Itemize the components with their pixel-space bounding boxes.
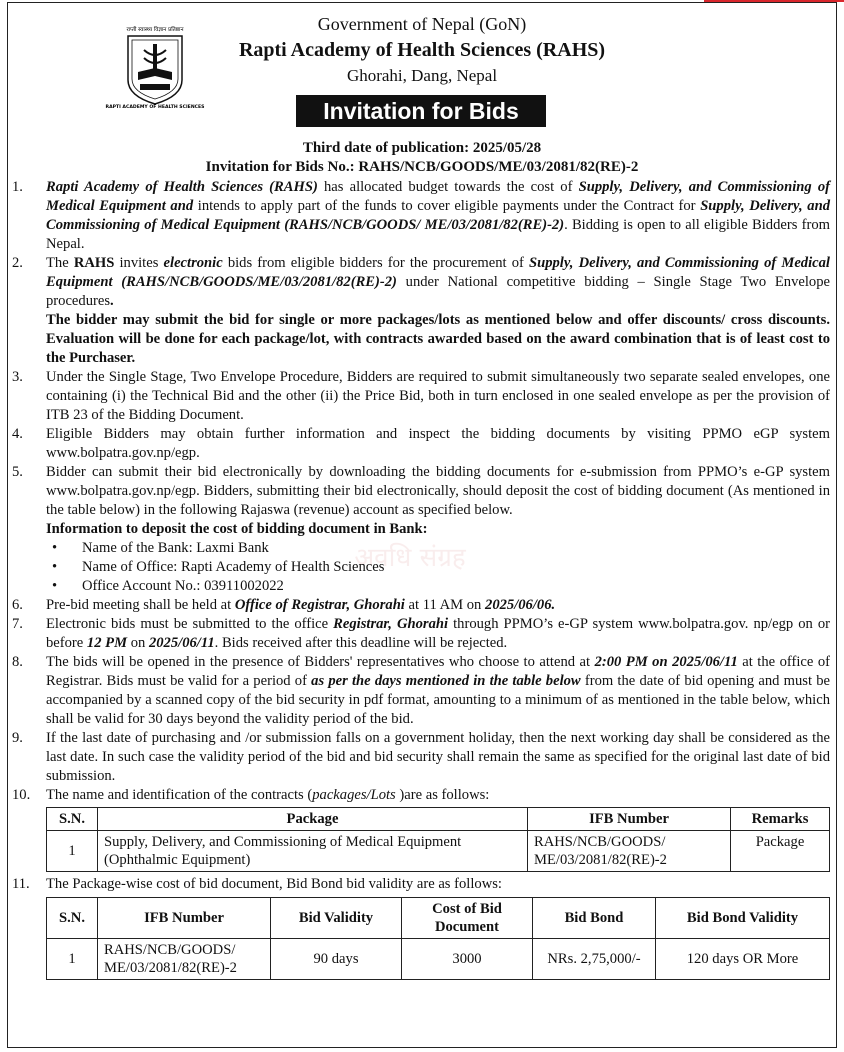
office-account: • Office Account No.: 03911002022 bbox=[46, 577, 830, 596]
notice-header bbox=[0, 6, 844, 175]
clause-text: 12 PM bbox=[86, 635, 128, 651]
clause-text: Pre-bid meeting shall be held at bbox=[46, 597, 235, 613]
clause-text: packages/Lots bbox=[312, 787, 396, 803]
clause-text: Office of Registrar, Ghorahi bbox=[234, 597, 405, 613]
clause-number: 3. bbox=[12, 369, 23, 385]
clause-3 bbox=[10, 368, 830, 425]
column-header: Bid Bond Validity bbox=[656, 898, 830, 939]
clause-text: from the date of bid opening and must be accompanied by a scanned copy of the bid security in pdf format, amounting to a minimum of as mentioned in the table below, which shall be valid for 30 days beyond the validity period of the bid. bbox=[46, 673, 830, 727]
table-header-row bbox=[47, 808, 830, 831]
table-cell: 120 days OR More bbox=[656, 939, 830, 980]
government-line: Government of Nepal (GoN) bbox=[317, 14, 527, 34]
office-name: • Name of Office: Rapti Academy of Health Sciences bbox=[46, 558, 830, 577]
clause-number: 9. bbox=[12, 730, 23, 746]
clause-text: The bbox=[46, 255, 74, 271]
clause-text: Supply, Delivery, and Commissioning of Medical Equipment and bbox=[46, 179, 830, 214]
table-cell: RAHS/NCB/GOODS/ ME/03/2081/82(RE)-2 bbox=[98, 939, 271, 980]
table-cell: 3000 bbox=[402, 939, 533, 980]
table-cell: Package bbox=[731, 831, 830, 872]
logo-text-top: राप्ती स्वास्थ्य विज्ञान प्रतिष्ठान bbox=[126, 27, 184, 33]
table-cell: 1 bbox=[47, 831, 98, 872]
clause-text: The bids will be opened in the presence of Bidders' representatives who choose to attend at bbox=[46, 654, 595, 670]
clause-number: 1. bbox=[12, 179, 23, 195]
table-cell: NRs. 2,75,000/- bbox=[533, 939, 656, 980]
clause-text: under National competitive bidding – Single Stage Two Envelope procedures bbox=[46, 274, 830, 309]
clause-text: on bbox=[127, 635, 149, 651]
column-header: Remarks bbox=[731, 808, 830, 831]
logo-text-bottom: RAPTI ACADEMY OF HEALTH SCIENCES bbox=[105, 105, 205, 110]
clause-1 bbox=[10, 178, 830, 254]
clause-text: as per the days mentioned in the table below bbox=[311, 673, 581, 689]
clause-text: RAHS bbox=[73, 255, 115, 271]
clause-number: 8. bbox=[12, 654, 23, 670]
clause-7 bbox=[10, 615, 830, 653]
clause-number: 6. bbox=[12, 597, 23, 613]
clause-text: Electronic bids must be submitted to the office bbox=[46, 616, 334, 632]
clause-text: intends to apply part of the funds to cover eligible payments under the Contract for bbox=[193, 198, 701, 214]
column-header: S.N. bbox=[47, 898, 98, 939]
table-cell: 1 bbox=[47, 939, 98, 980]
clause-text: If the last date of purchasing and /or submission falls on a government holiday, then the next working day shall be considered as the last date. In such case the validity period of the bid and bid security shall remain the same as specified for the original last date of bid submission. bbox=[46, 730, 830, 784]
clause-2 bbox=[10, 254, 830, 368]
clause-text: through PPMO’s e-GP system www.bolpatra.gov. np/egp on or before bbox=[46, 616, 830, 651]
clause-text: Eligible Bidders may obtain further information and inspect the bidding documents by visiting PPMO eGP system www.bolpatra.gov.np/egp. bbox=[46, 426, 830, 461]
clause-text: Registrar, Ghorahi bbox=[333, 616, 449, 632]
clause-text: Bidder can submit their bid electronically by downloading the bidding documents for e-submission from PPMO’s e-GP system www.bolpatra.gov.np/egp. Bidders, submitting their bid electronically, should deposit the cost of bidding document (As mentioned in the table below) in the following Rajaswa (revenue) account as specified below. bbox=[46, 464, 830, 518]
clause-text: at 11 AM on bbox=[404, 597, 486, 613]
clause-text: electronic bbox=[163, 255, 223, 271]
table-cell: 90 days bbox=[271, 939, 402, 980]
clause-text: The Package-wise cost of bid document, Bid Bond bid validity are as follows: bbox=[46, 876, 502, 892]
clause-text: 2025/06/11 bbox=[148, 635, 215, 651]
clause-number: 4. bbox=[12, 426, 23, 442]
clause-text: 2:00 PM on 2025/06/11 bbox=[594, 654, 738, 670]
bank-details bbox=[10, 539, 830, 596]
clause-8 bbox=[10, 653, 830, 729]
table-row bbox=[47, 831, 830, 872]
clause-6 bbox=[10, 596, 830, 615]
clause-4 bbox=[10, 425, 830, 463]
bid-cost-table bbox=[46, 897, 830, 980]
clause-text: . bbox=[110, 293, 114, 309]
notice-body bbox=[10, 178, 830, 980]
column-header: Bid Validity bbox=[271, 898, 402, 939]
clause-text: Rapti Academy of Health Sciences (RAHS) bbox=[46, 179, 318, 195]
clause-text: . Bids received after this deadline will be rejected. bbox=[214, 635, 508, 651]
organization-name: Rapti Academy of Health Sciences (RAHS) bbox=[238, 39, 606, 61]
clause-text: Supply, Delivery, and Commissioning of Medical Equipment (RAHS/NCB/GOODS/ ME/03/2081/82(RE)-2) bbox=[46, 198, 830, 233]
clause-text: Supply, Delivery, and Commissioning of Medical Equipment (RAHS/NCB/GOODS/ME/03/2081/82(RE)-2) bbox=[46, 255, 830, 290]
column-header: Package bbox=[98, 808, 528, 831]
column-header: IFB Number bbox=[98, 898, 271, 939]
contracts-table bbox=[46, 807, 830, 872]
table-cell: Supply, Delivery, and Commissioning of Medical Equipment (Ophthalmic Equipment) bbox=[98, 831, 528, 872]
table-cell: RAHS/NCB/GOODS/ ME/03/2081/82(RE)-2 bbox=[528, 831, 731, 872]
ifb-number: Invitation for Bids No.: RAHS/NCB/GOODS/ME/03/2081/82(RE)-2 bbox=[205, 159, 639, 175]
table-row bbox=[47, 939, 830, 980]
clause-9 bbox=[10, 729, 830, 786]
clause-5 bbox=[10, 463, 830, 539]
clause-text: Under the Single Stage, Two Envelope Procedure, Bidders are required to submit simultaneously two separate sealed envelopes, one containing (i) the Technical Bid and the other (ii) the Price Bid, both in turn enclosed in one sealed envelope as per the provision of ITB 23 of the Bidding Document. bbox=[46, 369, 830, 423]
clause-text: 2025/06/06. bbox=[485, 597, 556, 613]
clause-number: 2. bbox=[12, 255, 23, 271]
column-header: S.N. bbox=[47, 808, 98, 831]
clause-number: 5. bbox=[12, 464, 23, 480]
clause-number: 7. bbox=[12, 616, 23, 632]
clause-text: invites bbox=[114, 255, 164, 271]
column-header: IFB Number bbox=[528, 808, 731, 831]
clause-11 bbox=[10, 875, 830, 894]
bank-name: • Name of the Bank: Laxmi Bank bbox=[46, 539, 830, 558]
clause-text: has allocated budget towards the cost of bbox=[317, 179, 579, 195]
clause-number: 11. bbox=[12, 876, 30, 892]
invitation-banner: Invitation for Bids bbox=[296, 95, 546, 127]
clause-text: The name and identification of the contracts ( bbox=[46, 787, 313, 803]
clause-text: . Bidding is open to all eligible Bidders from Nepal. bbox=[46, 217, 830, 252]
publication-date: Third date of publication: 2025/05/28 bbox=[302, 140, 542, 156]
table-header-row bbox=[47, 898, 830, 939]
column-header: Bid Bond bbox=[533, 898, 656, 939]
column-header: Cost of Bid Document bbox=[402, 898, 533, 939]
clause-text: at the office of Registrar. Bids must be valid for a period of bbox=[46, 654, 830, 689]
bank-heading: Information to deposit the cost of bidding document in Bank: bbox=[46, 521, 428, 537]
organization-location: Ghorahi, Dang, Nepal bbox=[346, 66, 498, 85]
clause-number: 10. bbox=[12, 787, 31, 803]
clause-text: )are as follows: bbox=[395, 787, 490, 803]
clause-10 bbox=[10, 786, 830, 805]
clause-text: bids from eligible bidders for the procurement of bbox=[222, 255, 529, 271]
watermark-text: अवधि संग्रह bbox=[354, 543, 466, 573]
lots-note: The bidder may submit the bid for single or more packages/lots as mentioned below and offer discounts/ cross discounts. Evaluation will be done for each package/lot, with contracts awarded based on the award combination that is of least cost to the Purchaser. bbox=[46, 312, 830, 366]
